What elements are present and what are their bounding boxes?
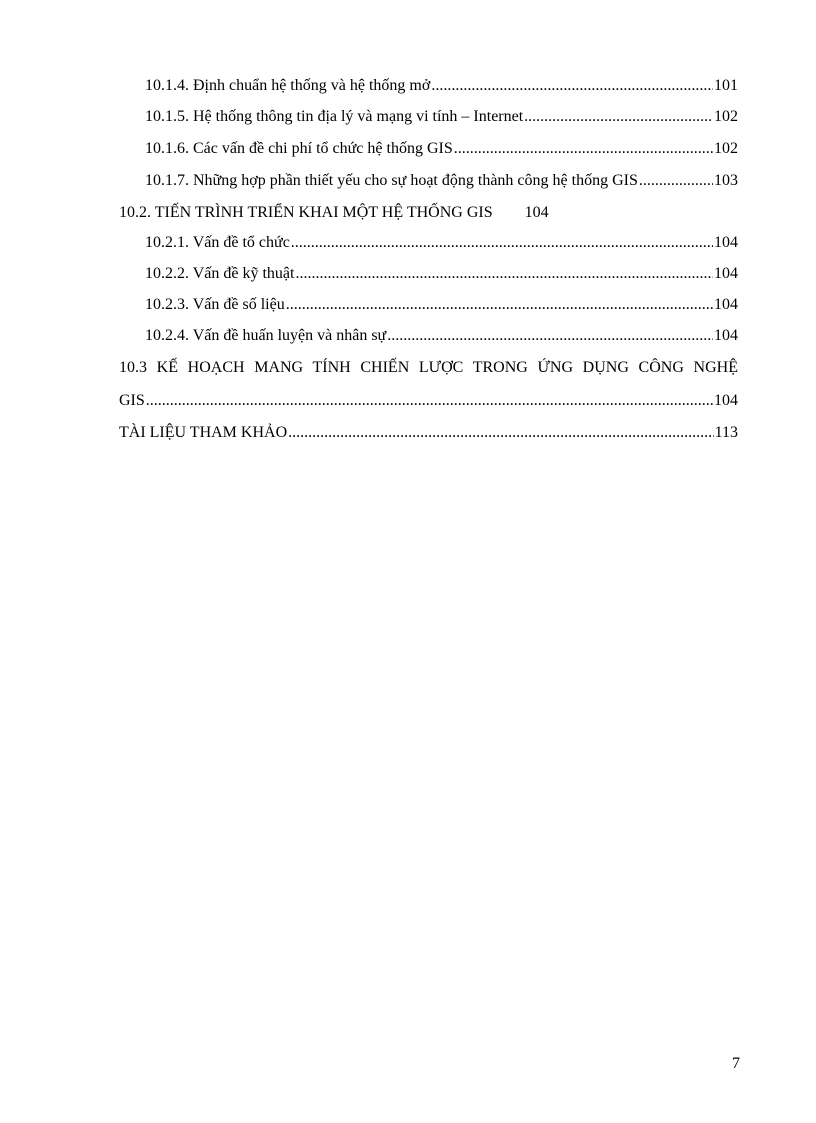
toc-entry-10-1-4[interactable]	[145, 75, 738, 97]
dot-leader	[454, 138, 713, 160]
toc-entry-page: 101	[714, 77, 738, 94]
dot-leader	[146, 390, 713, 412]
dot-leader	[286, 294, 713, 316]
toc-entry-page: 113	[714, 424, 738, 441]
toc-entry-page: 104	[714, 327, 738, 344]
dot-leader	[639, 170, 713, 192]
toc-entry-page: 104	[714, 296, 738, 313]
toc-entry-10-1-5[interactable]	[145, 106, 738, 128]
toc-entry-10-1-6[interactable]	[145, 138, 738, 160]
toc-entry-10-3-line2[interactable]	[119, 390, 738, 412]
toc-entry-page: 104	[714, 392, 738, 409]
toc-entry-title: 10.2. TIẾN TRÌNH TRIỂN KHAI MỘT HỆ THỐNG GIS	[119, 204, 493, 221]
toc-entry-title: TÀI LIỆU THAM KHẢO	[119, 424, 288, 441]
dot-leader	[387, 325, 713, 347]
toc-entry-title: 10.1.7. Những hợp phần thiết yếu cho sự hoạt động thành công hệ thống GIS	[145, 172, 638, 189]
toc-entry-10-3-line1[interactable]	[119, 357, 738, 379]
toc-entry-10-2-4[interactable]	[145, 325, 738, 347]
toc-entry-title-continued: GIS	[119, 392, 145, 409]
toc-entry-page: 102	[714, 140, 738, 157]
toc-entry-title: 10.3 KẾ HOẠCH MANG TÍNH CHIẾN LƯỢC TRONG ỨNG DỤNG CÔNG NGHỆ	[119, 359, 738, 376]
toc-entry-page: 104	[714, 265, 738, 282]
toc-entry-page: 103	[714, 172, 738, 189]
toc-entry-page: 104	[714, 234, 738, 251]
toc-entry-title: 10.2.1. Vấn đề tổ chức	[145, 234, 290, 251]
toc-entry-page: 104	[524, 204, 549, 221]
dot-leader	[295, 263, 713, 285]
dot-leader	[291, 232, 713, 254]
toc-entry-title: 10.2.3. Vấn đề số liệu	[145, 296, 285, 313]
toc-entry-page: 102	[714, 108, 738, 125]
toc-entry-10-2[interactable]	[119, 202, 738, 224]
toc-entry-title: 10.1.5. Hệ thống thông tin địa lý và mạng vi tính – Internet	[145, 108, 524, 125]
toc-entry-10-2-3[interactable]	[145, 294, 738, 316]
toc-entry-title: 10.1.6. Các vấn đề chi phí tổ chức hệ thống GIS	[145, 140, 453, 157]
toc-entry-references[interactable]	[119, 422, 738, 444]
dot-leader	[431, 75, 713, 97]
toc-entry-title: 10.2.4. Vấn đề huấn luyện và nhân sự	[145, 327, 387, 344]
dot-leader	[524, 106, 713, 128]
toc-entry-title: 10.1.4. Định chuẩn hệ thống và hệ thống mở	[145, 77, 431, 94]
toc-entry-title: 10.2.2. Vấn đề kỹ thuật	[145, 265, 295, 282]
dot-leader	[288, 422, 713, 444]
toc-entry-10-1-7[interactable]	[145, 170, 738, 192]
toc-entry-10-2-1[interactable]	[145, 232, 738, 254]
toc-entry-10-2-2[interactable]	[145, 263, 738, 285]
page-number: 7	[732, 1055, 740, 1072]
